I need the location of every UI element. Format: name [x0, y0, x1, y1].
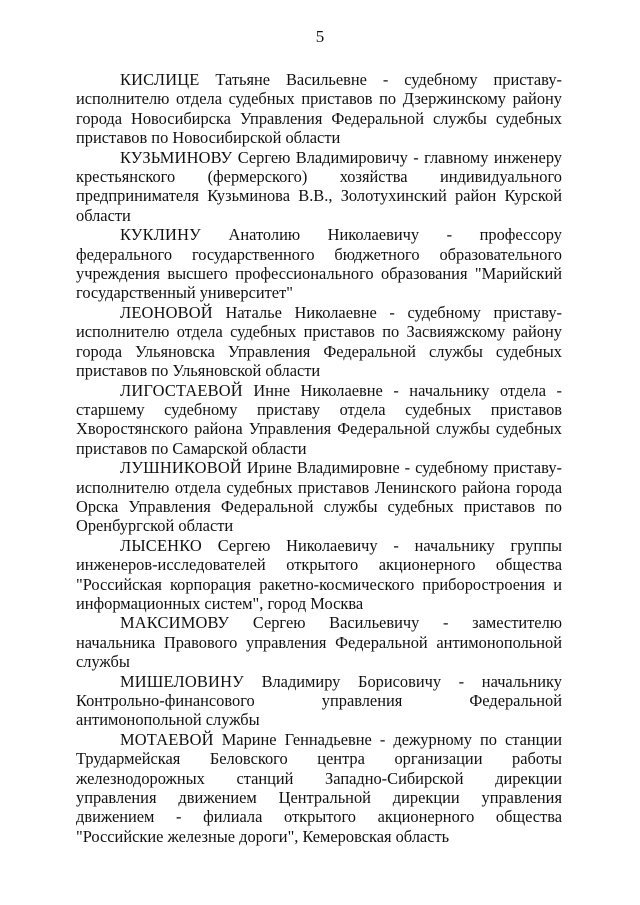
recipient-surname: КУКЛИНУ — [120, 225, 201, 245]
recipient-details: Татьяне Васильевне - судебному приставу-исполнителю отдела судебных приставов по Дзержинскому району города Новосибирска Управления Федеральной службы судебных приставов по Новосибирской области — [76, 70, 562, 148]
list-item — [76, 458, 562, 536]
list-item — [76, 303, 562, 381]
list-item — [76, 672, 562, 730]
list-item — [76, 70, 562, 148]
list-item — [76, 225, 562, 303]
recipient-details: Ирине Владимировне - судебному приставу-исполнителю отдела судебных приставов Ленинского района города Орска Управления Федеральной службы судебных приставов по Оренбургской области — [76, 458, 562, 536]
list-item — [76, 613, 562, 671]
recipient-details: Инне Николаевне - начальнику отдела - старшему судебному приставу отдела судебных приставов Хворостянского района Управления Федеральной службы судебных приставов по Самарской области — [76, 380, 562, 458]
recipient-surname: ЛУШНИКОВОЙ — [120, 458, 242, 478]
list-item — [76, 381, 562, 459]
recipient-details: Сергею Васильевичу - заместителю начальника Правового управления Федеральной антимонопольной службы — [76, 613, 562, 672]
list-item — [76, 730, 562, 846]
list-item — [76, 536, 562, 614]
recipient-details: Сергею Владимировичу - главному инженеру крестьянского (фермерского) хозяйства индивидуального предпринимателя Кузьминова В.В., Золотухинский район Курской области — [76, 147, 562, 225]
recipient-details: Наталье Николаевне - судебному приставу-исполнителю отдела судебных приставов по Засвияжскому району города Ульяновска Управления Федеральной службы судебных приставов по Ульяновской области — [76, 302, 562, 381]
recipient-surname: ЛЫСЕНКО — [120, 535, 202, 555]
recipient-details: Анатолию Николаевичу - профессору федерального государственного бюджетного образовательного учреждения высшего профессионального образования "Марийский государственный университет" — [76, 225, 562, 303]
recipient-surname: МИШЕЛОВИНУ — [120, 671, 244, 691]
recipient-surname: ЛИГОСТАЕВОЙ — [120, 380, 243, 400]
recipient-details: Сергею Николаевичу - начальнику группы инженеров-исследователей открытого акционерного общества "Российская корпорация ракетно-космического приборостроения и информационных систем", город Москва — [76, 535, 562, 613]
recipient-surname: КУЗЬМИНОВУ — [120, 147, 233, 167]
list-item — [76, 148, 562, 226]
recipient-details: Владимиру Борисовичу - начальнику Контрольно-финансового управления Федеральной антимонопольной службы — [76, 671, 562, 730]
recipient-surname: ЛЕОНОВОЙ — [120, 302, 213, 322]
recipient-details: Марине Геннадьевне - дежурному по станции Трудармейская Беловского центра организации работы железнодорожных станций Западно-Сибирской дирекции управления движением Центральной дирекции управления движением - филиала открытого акционерного общества "Российские железные дороги", Кемеровская область — [76, 729, 562, 846]
page-number: 5 — [315, 27, 325, 46]
award-list — [76, 70, 562, 846]
recipient-surname: МОТАЕВОЙ — [120, 729, 214, 749]
recipient-surname: МАКСИМОВУ — [120, 613, 230, 633]
recipient-surname: КИСЛИЦЕ — [120, 70, 200, 89]
